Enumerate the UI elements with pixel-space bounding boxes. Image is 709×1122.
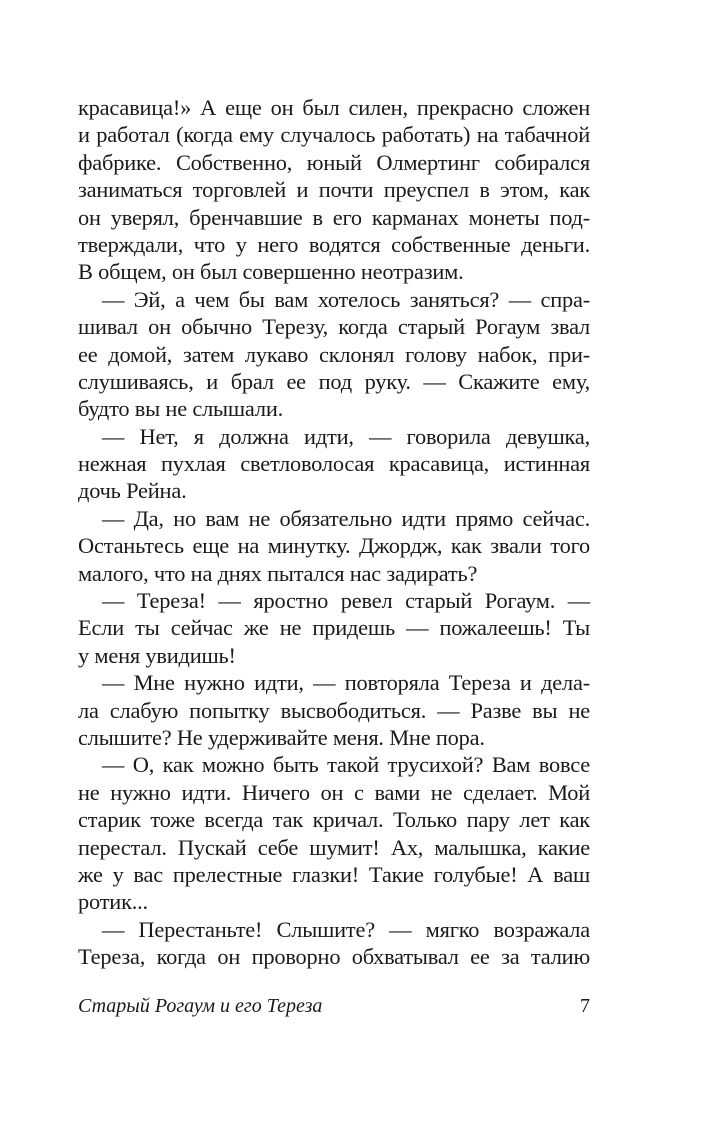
text-line: — Эй, а чем бы вам хотелось заняться? — спра- (102, 286, 590, 312)
text-line: будто вы не слышали. (78, 396, 284, 422)
text-line: слышите? Не удерживайте меня. Мне пора. (78, 724, 485, 750)
text-line: Останьтесь еще на минутку. Джордж, как звали того (78, 533, 590, 559)
text-line: — Перестаньте! Слышите? — мягко возражала (102, 916, 590, 942)
text-line: — Мне нужно идти, — повторяла Тереза и дела- (102, 670, 590, 696)
text-line: шивал он обычно Терезу, когда старый Рогаум звал (78, 314, 590, 340)
text-line: — Тереза! — яростно ревел старый Рогаум. — (102, 588, 590, 614)
text-line: ее домой, затем лукаво склонял голову набок, при- (78, 341, 590, 367)
text-line: нежная пухлая светловолосая красавица, истинная (78, 451, 590, 477)
page-footer (78, 993, 590, 1019)
text-line: — Нет, я должна идти, — говорила девушка, (102, 423, 590, 449)
text-line: у меня увидишь! (78, 642, 236, 668)
text-line: фабрике. Собственно, юный Олмертинг собирался (78, 149, 590, 175)
text-line: он уверял, бренчавшие в его карманах монеты под- (78, 204, 590, 230)
text-line: В общем, он был совершенно неотразим. (78, 259, 464, 285)
text-line: заниматься торговлей и почти преуспел в этом, как (78, 177, 590, 203)
text-line: ла слабую попытку высвободиться. — Разве вы не (78, 697, 590, 723)
text-line: дочь Рейна. (78, 478, 187, 504)
body-text (78, 94, 590, 971)
text-line: и работал (когда ему случалось работать) на табачной (78, 122, 590, 148)
text-line: красавица!» А еще он был силен, прекрасно сложен (78, 95, 590, 120)
text-line: тверждали, что у него водятся собственные деньги. (78, 231, 590, 257)
text-line: старик тоже всегда так кричал. Только пару лет как (78, 807, 590, 833)
text-line: ротик... (78, 889, 148, 915)
text-line: малого, что на днях пытался нас задирать? (78, 560, 478, 586)
text-line: слушиваясь, и брал ее под руку. — Скажите ему, (78, 368, 590, 394)
running-title: Старый Рогаум и его Тереза (78, 995, 323, 1017)
text-line: Если ты сейчас же не придешь — пожалеешь! Ты (78, 615, 590, 641)
text-line: — О, как можно быть такой трусихой? Вам вовсе (102, 752, 590, 778)
text-line: Тереза, когда он проворно обхватывал ее за талию (78, 944, 590, 970)
text-line: — Да, но вам не обязательно идти прямо сейчас. (102, 505, 590, 531)
page-number: 7 (580, 995, 590, 1017)
text-line: перестал. Пускай себе шумит! Ах, малышка, какие (78, 834, 590, 860)
text-line: же у вас прелестные глазки! Такие голубые! А ваш (78, 861, 590, 887)
text-line: не нужно идти. Ничего он с вами не сделает. Мой (78, 779, 590, 805)
